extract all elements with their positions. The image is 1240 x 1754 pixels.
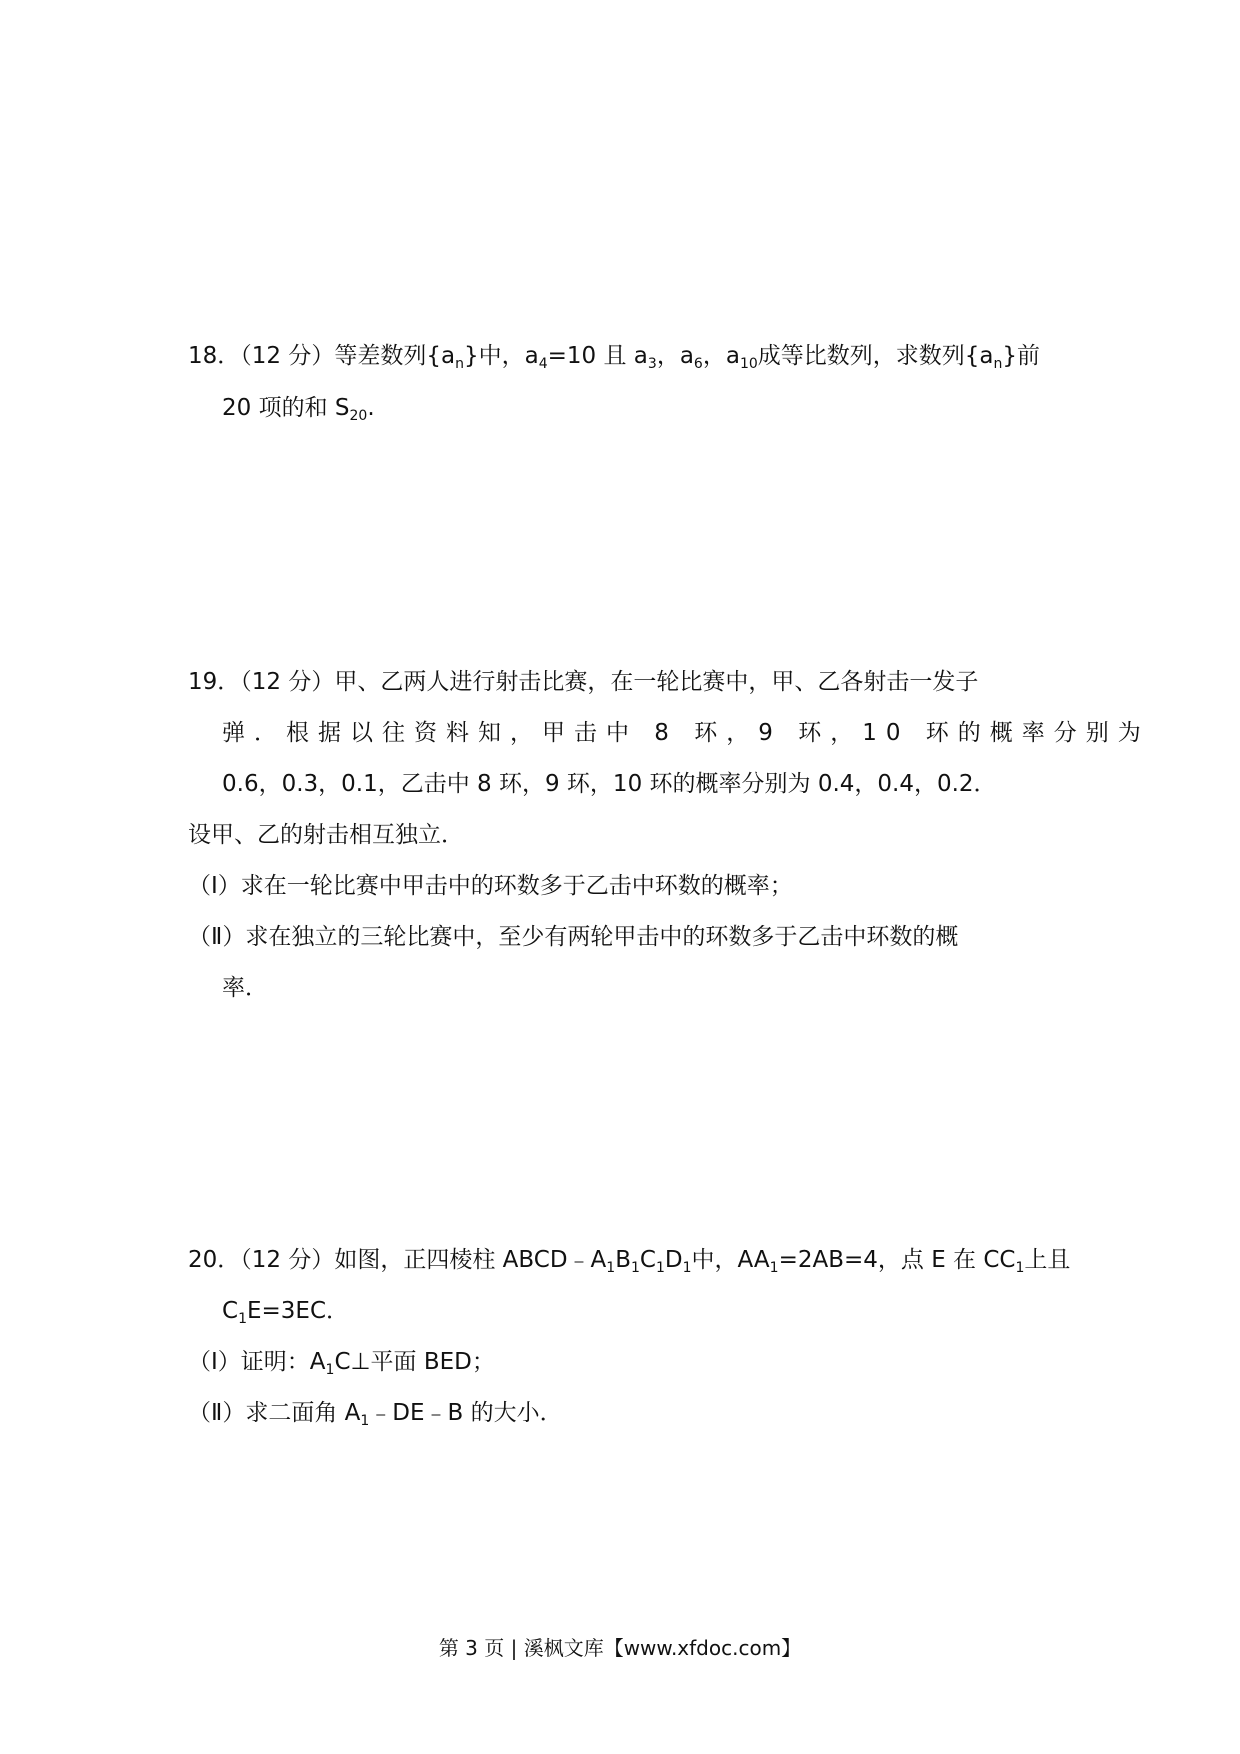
- q19-text: 0.6，0.3，0.1，乙击中 8 环，9 环，10 环的概率分别为 0.4，0.4，0.2．: [222, 771, 997, 797]
- subscript: 1: [682, 1260, 692, 1276]
- q18-text: 等差数列{a: [334, 343, 456, 369]
- q20-text: E=3EC．: [246, 1298, 350, 1324]
- q19-text: 设甲、乙的射击相互独立．: [188, 822, 464, 848]
- subscript: 6: [693, 356, 703, 372]
- subscript: 1: [606, 1260, 616, 1276]
- q20-score: （12 分）: [240, 1247, 335, 1273]
- q20-number: 20．: [188, 1247, 241, 1273]
- q18-text: .: [367, 395, 375, 421]
- q19-line-1: [188, 667, 978, 697]
- q20-text: =2AB=4，点 E 在 CC: [778, 1247, 1016, 1273]
- q20-line-1: [188, 1245, 1070, 1275]
- q19-line-3: [222, 769, 997, 799]
- q20-text: C: [639, 1247, 656, 1273]
- q19-line-2: [222, 718, 1150, 748]
- q20-text: 上且: [1024, 1247, 1071, 1273]
- q19-number: 19．: [188, 669, 241, 695]
- q19-part-2: [188, 922, 958, 952]
- q19-text: 弹．根据以往资料知，甲击中 8 环，9 环，10 环的概率分别为: [222, 720, 1150, 746]
- subscript: 4: [538, 356, 548, 372]
- q20-text: 如图，正四棱柱 ABCD﹣A: [334, 1247, 607, 1273]
- q20-part-2: [188, 1398, 563, 1428]
- q19-text: （Ⅱ）求在独立的三轮比赛中，至少有两轮甲击中的环数多于乙击中环数的概: [188, 924, 959, 950]
- q18-text: }中，a: [463, 343, 539, 369]
- subscript: 1: [655, 1260, 665, 1276]
- q19-score: （12 分）: [240, 669, 335, 695]
- subscript: 1: [1015, 1260, 1025, 1276]
- subscript: 1: [238, 1311, 247, 1327]
- q20-text: C: [222, 1298, 239, 1324]
- q19-part-2-cont: [222, 973, 268, 1003]
- subscript: n: [455, 356, 464, 372]
- subscript: 1: [360, 1413, 370, 1429]
- subscript: 20: [349, 408, 368, 424]
- subscript: 10: [739, 356, 758, 372]
- q18-number: 18．: [188, 343, 241, 369]
- q20-text: B: [615, 1247, 631, 1273]
- q18-score: （12 分）: [240, 343, 335, 369]
- q19-text: 甲、乙两人进行射击比赛，在一轮比赛中，甲、乙各射击一发子: [334, 669, 979, 695]
- q20-line-2: [222, 1296, 349, 1326]
- subscript: n: [993, 356, 1003, 372]
- q20-text: ﹣DE﹣B 的大小．: [369, 1400, 563, 1426]
- q18-line-1: [188, 341, 1040, 371]
- subscript: 1: [769, 1260, 779, 1276]
- q18-text: 20 项的和 S: [222, 395, 350, 421]
- q20-text: （Ⅰ）证明：A: [188, 1349, 326, 1375]
- q20-text: D: [664, 1247, 683, 1273]
- subscript: 1: [631, 1260, 640, 1276]
- q18-line-2: [222, 393, 375, 423]
- q19-part-1: [188, 871, 793, 901]
- q20-text: C⊥平面 BED；: [334, 1349, 495, 1375]
- q18-text: ，a: [656, 343, 694, 369]
- subscript: 3: [647, 356, 657, 372]
- q18-text: }前: [1002, 343, 1041, 369]
- q20-part-1: [188, 1347, 495, 1377]
- q19-text: 率．: [222, 975, 268, 1001]
- q20-text: （Ⅱ）求二面角 A: [188, 1400, 361, 1426]
- q19-line-4: [188, 820, 464, 850]
- q18-text: ，a: [702, 343, 740, 369]
- q20-text: 中，AA: [691, 1247, 770, 1273]
- q18-text: 成等比数列，求数列{a: [757, 343, 994, 369]
- page-footer: 第 3 页 | 溪枫文库【www.xfdoc.com】: [438, 1636, 802, 1660]
- q18-text: =10 且 a: [547, 343, 648, 369]
- q19-text: （Ⅰ）求在一轮比赛中甲击中的环数多于乙击中环数的概率；: [188, 873, 793, 899]
- subscript: 1: [325, 1362, 335, 1378]
